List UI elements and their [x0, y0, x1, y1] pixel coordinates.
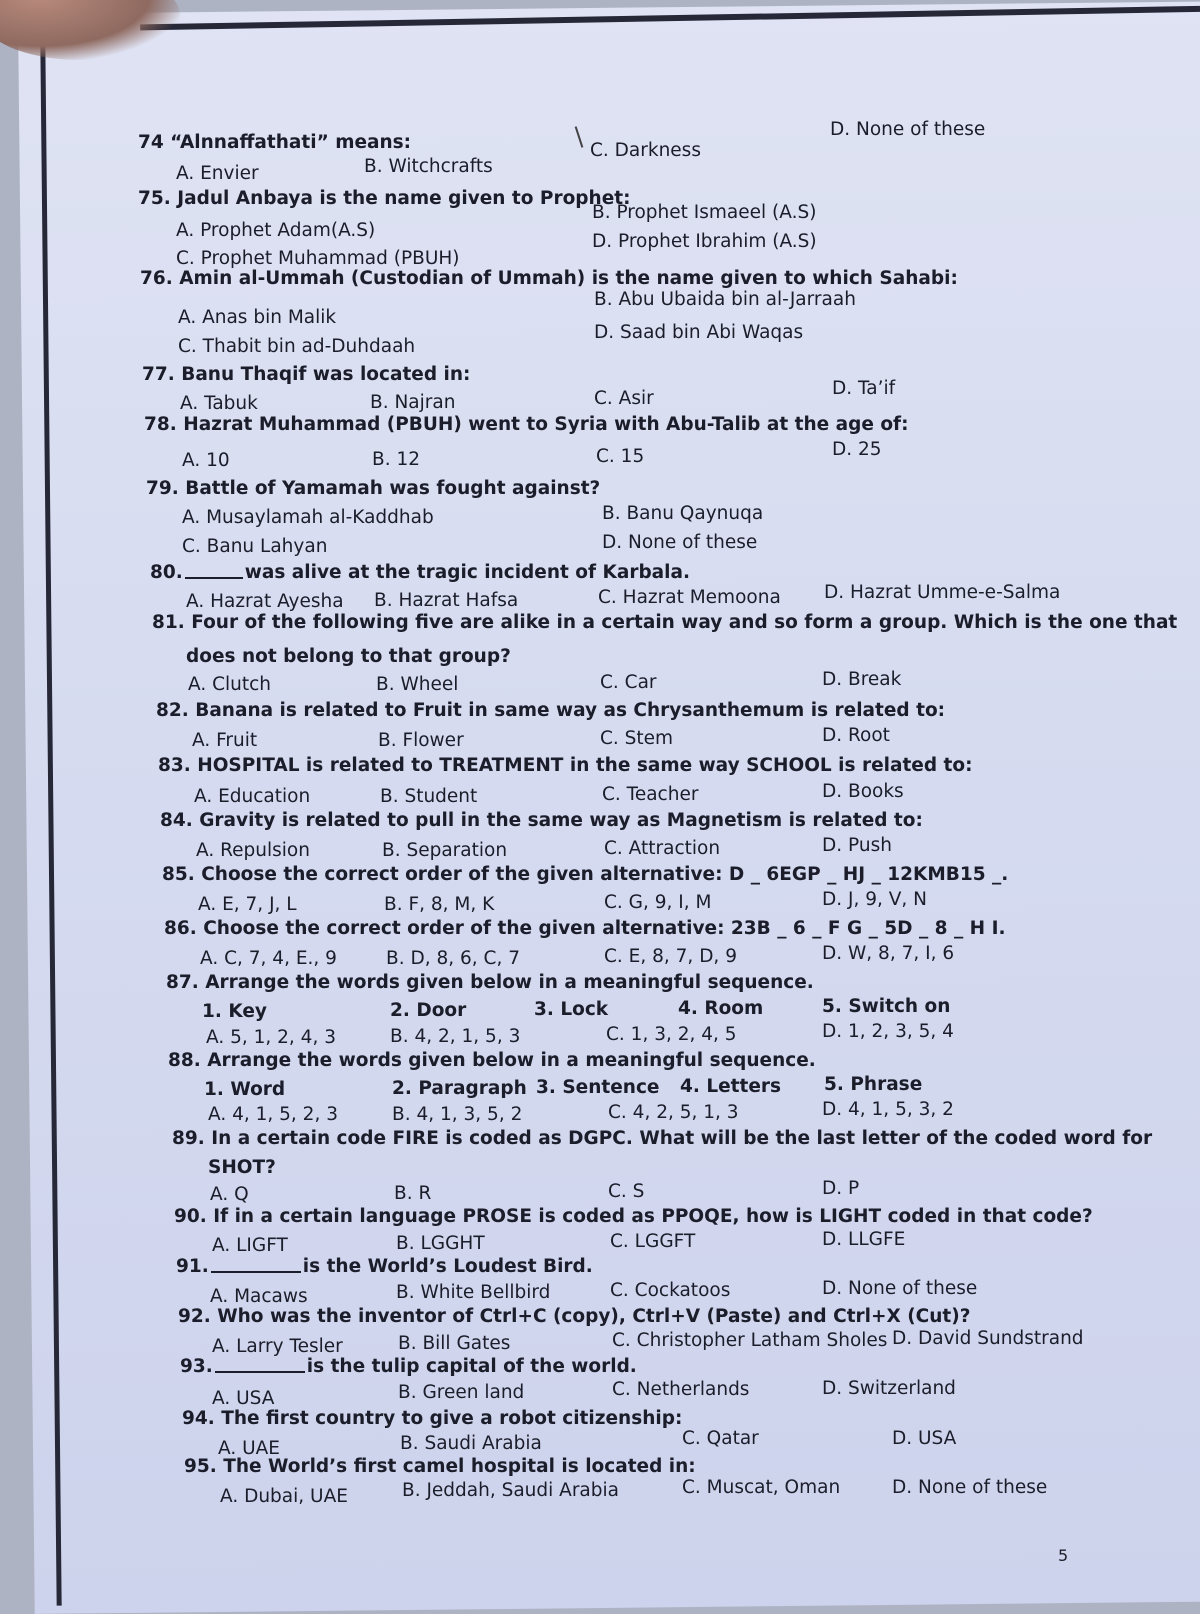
q88-option-c: C. 4, 2, 5, 1, 3 [608, 1102, 739, 1123]
question-79: 79. Battle of Yamamah was fought against? [146, 478, 601, 499]
q81-option-c: C. Car [600, 672, 657, 693]
q84-option-c: C. Attraction [604, 838, 721, 859]
q89-option-a: A. Q [210, 1184, 249, 1205]
q88-option-a: A. 4, 1, 5, 2, 3 [208, 1104, 338, 1125]
question-90: 90. If in a certain language PROSE is coded as PPOQE, how is LIGHT coded in that code? [174, 1206, 1093, 1227]
q77-option-a: A. Tabuk [180, 393, 258, 414]
q89-option-b: B. R [394, 1183, 432, 1204]
q78-option-b: B. 12 [372, 449, 420, 470]
question-80 [150, 562, 690, 583]
q93-number: 93. [180, 1356, 213, 1377]
q91-blank [211, 1271, 301, 1273]
q88-word-5: 5. Phrase [824, 1074, 923, 1095]
q75-option-a: A. Prophet Adam(A.S) [176, 220, 376, 241]
q75-option-c: C. Prophet Muhammad (PBUH) [176, 248, 460, 269]
q74-option-b: B. Witchcrafts [364, 156, 493, 177]
question-89-line-2: SHOT? [208, 1157, 276, 1178]
q91-option-d: D. None of these [822, 1278, 978, 1299]
q76-option-d: D. Saad bin Abi Waqas [594, 322, 804, 343]
q86-option-a: A. C, 7, 4, E., 9 [200, 948, 337, 969]
q79-option-c: C. Banu Lahyan [182, 536, 328, 557]
question-81-line-2: does not belong to that group? [186, 646, 511, 667]
q87-word-5: 5. Switch on [822, 996, 951, 1017]
q89-option-c: C. S [608, 1181, 645, 1202]
q81-option-d: D. Break [822, 669, 902, 690]
q83-option-a: A. Education [194, 786, 311, 807]
q87-word-1: 1. Key [202, 1001, 267, 1022]
q91-stem: is the World’s Loudest Bird. [302, 1256, 593, 1277]
question-82: 82. Banana is related to Fruit in same way as Chrysanthemum is related to: [156, 700, 946, 721]
q89-option-d: D. P [822, 1178, 860, 1199]
q80-blank [185, 577, 243, 579]
q91-number: 91. [176, 1256, 209, 1277]
q83-option-d: D. Books [822, 781, 904, 802]
question-87: 87. Arrange the words given below in a meaningful sequence. [166, 972, 814, 993]
question-84: 84. Gravity is related to pull in the same way as Magnetism is related to: [160, 810, 923, 831]
q95-option-b: B. Jeddah, Saudi Arabia [402, 1480, 619, 1501]
q80-number: 80. [150, 562, 183, 583]
q82-option-d: D. Root [822, 725, 890, 746]
question-85: 85. Choose the correct order of the given alternative: D _ 6EGP _ HJ _ 12KMB15 _. [162, 864, 1009, 885]
q86-option-b: B. D, 8, 6, C, 7 [386, 948, 520, 969]
question-92: 92. Who was the inventor of Ctrl+C (copy), Ctrl+V (Paste) and Ctrl+X (Cut)? [178, 1306, 971, 1327]
q92-option-c: C. Christopher Latham Sholes [612, 1330, 888, 1351]
q87-option-d: D. 1, 2, 3, 5, 4 [822, 1021, 954, 1042]
pen-mark [575, 126, 584, 148]
q90-option-d: D. LLGFE [822, 1229, 906, 1250]
q85-option-b: B. F, 8, M, K [384, 894, 495, 915]
q80-option-a: A. Hazrat Ayesha [186, 591, 344, 612]
q90-option-c: C. LGGFT [610, 1231, 696, 1252]
q84-option-a: A. Repulsion [196, 840, 310, 861]
q79-option-d: D. None of these [602, 532, 758, 553]
q80-stem: was alive at the tragic incident of Karbala. [244, 562, 691, 583]
q84-option-b: B. Separation [382, 840, 508, 861]
q86-option-d: D. W, 8, 7, I, 6 [822, 943, 955, 964]
question-94: 94. The first country to give a robot citizenship: [182, 1408, 683, 1429]
q91-option-b: B. White Bellbird [396, 1282, 551, 1303]
q80-option-c: C. Hazrat Memoona [598, 587, 781, 608]
question-76: 76. Amin al-Ummah (Custodian of Ummah) is the name given to which Sahabi: [140, 268, 958, 289]
question-95: 95. The World’s first camel hospital is located in: [184, 1456, 696, 1477]
question-93 [180, 1356, 637, 1377]
q87-word-4: 4. Room [678, 998, 764, 1019]
q79-option-b: B. Banu Qaynuqa [602, 503, 764, 524]
q88-word-2: 2. Paragraph [392, 1078, 527, 1099]
q94-option-a: A. UAE [218, 1438, 280, 1459]
q74-option-a: A. Envier [176, 163, 259, 184]
q93-stem: is the tulip capital of the world. [306, 1356, 637, 1377]
q83-option-b: B. Student [380, 786, 478, 807]
q88-option-b: B. 4, 1, 3, 5, 2 [392, 1104, 523, 1125]
q87-word-3: 3. Lock [534, 999, 609, 1020]
q75-option-b: B. Prophet Ismaeel (A.S) [592, 202, 817, 223]
q93-blank [215, 1371, 305, 1373]
question-77: 77. Banu Thaqif was located in: [142, 364, 471, 385]
question-78: 78. Hazrat Muhammad (PBUH) went to Syria with Abu-Talib at the age of: [144, 414, 909, 435]
q95-option-a: A. Dubai, UAE [220, 1486, 348, 1507]
q78-option-a: A. 10 [182, 450, 230, 471]
q87-option-a: A. 5, 1, 2, 4, 3 [206, 1027, 336, 1048]
q80-option-d: D. Hazrat Umme-e-Salma [824, 582, 1061, 603]
q88-word-4: 4. Letters [680, 1076, 782, 1097]
q88-option-d: D. 4, 1, 5, 3, 2 [822, 1099, 954, 1120]
q76-option-c: C. Thabit bin ad-Duhdaah [178, 336, 416, 357]
q84-option-d: D. Push [822, 835, 892, 856]
q85-option-a: A. E, 7, J, L [198, 894, 297, 915]
q91-option-a: A. Macaws [210, 1286, 308, 1307]
q82-option-b: B. Flower [378, 730, 464, 751]
q79-option-a: A. Musaylamah al-Kaddhab [182, 507, 434, 528]
q83-option-c: C. Teacher [602, 784, 699, 805]
q95-option-d: D. None of these [892, 1477, 1048, 1498]
q76-option-b: B. Abu Ubaida bin al-Jarraah [594, 289, 856, 310]
q85-option-d: D. J, 9, V, N [822, 889, 928, 910]
q94-option-c: C. Qatar [682, 1428, 759, 1449]
q78-option-c: C. 15 [596, 446, 645, 467]
question-86: 86. Choose the correct order of the given alternative: 23B _ 6 _ F G _ 5D _ 8 _ H I. [164, 918, 1006, 939]
q93-option-a: A. USA [212, 1388, 275, 1409]
q85-option-c: C. G, 9, I, M [604, 892, 712, 913]
q86-option-c: C. E, 8, 7, D, 9 [604, 946, 737, 967]
q87-option-c: C. 1, 3, 2, 4, 5 [606, 1024, 737, 1045]
q78-option-d: D. 25 [832, 439, 882, 460]
question-83: 83. HOSPITAL is related to TREATMENT in the same way SCHOOL is related to: [158, 755, 973, 776]
question-74: 74 “Alnnaffathati” means: [138, 132, 412, 153]
q93-option-b: B. Green land [398, 1382, 525, 1403]
q77-option-b: B. Najran [370, 392, 456, 413]
q90-option-b: B. LGGHT [396, 1233, 485, 1254]
question-81: 81. Four of the following five are alike in a certain way and so form a group. Which is the one that [152, 612, 1178, 633]
q76-option-a: A. Anas bin Malik [178, 307, 337, 328]
q92-option-d: D. David Sundstrand [892, 1328, 1084, 1349]
q75-option-d: D. Prophet Ibrahim (A.S) [592, 231, 817, 252]
q94-option-d: D. USA [892, 1428, 957, 1449]
q92-option-b: B. Bill Gates [398, 1333, 511, 1354]
q91-option-c: C. Cockatoos [610, 1280, 731, 1301]
q80-option-b: B. Hazrat Hafsa [374, 590, 519, 611]
q88-word-1: 1. Word [204, 1079, 286, 1100]
q95-option-c: C. Muscat, Oman [682, 1477, 841, 1498]
page-number: 5 [1058, 1546, 1069, 1565]
q87-option-b: B. 4, 2, 1, 5, 3 [390, 1026, 521, 1047]
question-88: 88. Arrange the words given below in a meaningful sequence. [168, 1050, 816, 1071]
q77-option-c: C. Asir [594, 388, 654, 409]
question-89: 89. In a certain code FIRE is coded as DGPC. What will be the last letter of the coded word for [172, 1128, 1153, 1149]
q81-option-b: B. Wheel [376, 674, 459, 695]
q88-word-3: 3. Sentence [536, 1077, 660, 1098]
q82-option-c: C. Stem [600, 728, 674, 749]
q74-option-d: D. None of these [830, 119, 986, 140]
question-75: 75. Jadul Anbaya is the name given to Prophet: [138, 188, 631, 209]
q74-option-c: C. Darkness [590, 140, 701, 161]
q93-option-d: D. Switzerland [822, 1378, 956, 1399]
q81-option-a: A. Clutch [188, 674, 272, 695]
q90-option-a: A. LIGFT [212, 1235, 288, 1256]
q82-option-a: A. Fruit [192, 730, 258, 751]
q94-option-b: B. Saudi Arabia [400, 1433, 542, 1454]
q92-option-a: A. Larry Tesler [212, 1336, 343, 1357]
q93-option-c: C. Netherlands [612, 1379, 750, 1400]
question-91 [176, 1256, 593, 1277]
q87-word-2: 2. Door [390, 1000, 467, 1021]
q77-option-d: D. Ta’if [832, 378, 896, 399]
